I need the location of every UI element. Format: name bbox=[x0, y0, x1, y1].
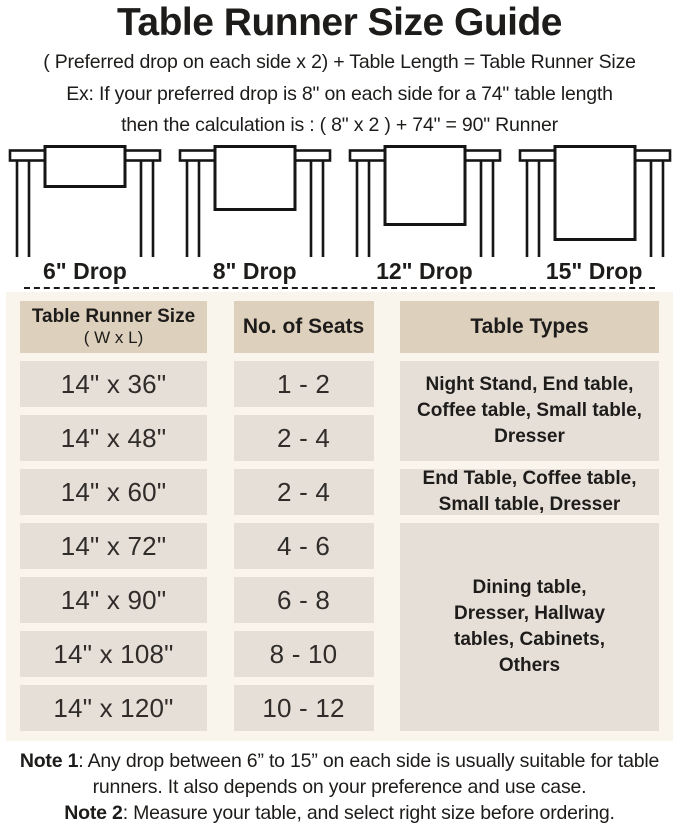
table-types-group-1 bbox=[400, 361, 659, 461]
dashed-divider bbox=[24, 287, 655, 289]
size-cell: 14" x 36" bbox=[20, 361, 207, 407]
seats-cell: 6 - 8 bbox=[234, 577, 374, 623]
page-title: Table Runner Size Guide bbox=[116, 1, 563, 44]
note-1-text: : Any drop between 6” to 15” on each side is usually suitable for table runners. It also depends on your preference and use case. bbox=[78, 750, 660, 798]
table-runner-size-guide bbox=[0, 3, 679, 829]
notes-section bbox=[6, 749, 674, 827]
size-table bbox=[6, 292, 673, 741]
note-2-text: : Measure your table, and select right size before ordering. bbox=[122, 801, 615, 824]
size-cell: 14" x 72" bbox=[20, 523, 207, 569]
illustration-15-drop bbox=[510, 145, 679, 257]
seats-cell: 2 - 4 bbox=[234, 469, 374, 515]
header-runner-size-title: Table Runner Size bbox=[31, 306, 196, 328]
size-cell: 14" x 90" bbox=[20, 577, 207, 623]
size-cell: 14" x 48" bbox=[20, 415, 207, 461]
drop-label-12: 12" Drop bbox=[376, 257, 473, 284]
example-line-2: then the calculation is : ( 8" x 2 ) + 74" = 90" Runner bbox=[121, 114, 558, 136]
drop-labels-row bbox=[0, 257, 679, 285]
illustration-8-drop bbox=[170, 145, 340, 257]
header-runner-size bbox=[20, 301, 207, 353]
header-runner-size-sub: ( W x L) bbox=[83, 328, 144, 348]
size-cell: 14" x 108" bbox=[20, 631, 207, 677]
formula-text: ( Preferred drop on each side x 2) + Table Length = Table Runner Size bbox=[43, 51, 636, 73]
note-2 bbox=[6, 801, 674, 827]
table-types-group-2-text: End Table, Coffee table, Small table, Dresser bbox=[422, 467, 637, 515]
seats-cell: 1 - 2 bbox=[234, 361, 374, 407]
table-runner-8-drop-icon bbox=[170, 145, 340, 257]
table-runner-12-drop-icon bbox=[340, 145, 510, 257]
table-types-group-1-text: Night Stand, End table, Coffee table, Small table, Dresser bbox=[417, 373, 642, 448]
header-no-of-seats-label: No. of Seats bbox=[242, 315, 365, 338]
header-table-types bbox=[400, 301, 659, 353]
drop-label-15: 15" Drop bbox=[545, 257, 643, 284]
header-table-types-label: Table Types bbox=[470, 315, 589, 338]
illustration-12-drop bbox=[340, 145, 510, 257]
seats-cell: 8 - 10 bbox=[234, 631, 374, 677]
drop-label-6: 6" Drop bbox=[43, 257, 127, 284]
size-cell: 14" x 120" bbox=[20, 685, 207, 731]
seats-cell: 10 - 12 bbox=[234, 685, 374, 731]
note-1 bbox=[6, 749, 674, 801]
note-2-label: Note 2 bbox=[64, 801, 123, 824]
size-cell: 14" x 60" bbox=[20, 469, 207, 515]
seats-cell: 4 - 6 bbox=[234, 523, 374, 569]
illustration-6-drop bbox=[0, 145, 170, 257]
header-no-of-seats bbox=[234, 301, 374, 353]
seats-cell: 2 - 4 bbox=[234, 415, 374, 461]
table-types-group-3 bbox=[400, 523, 659, 731]
table-runner-6-drop-icon bbox=[0, 145, 170, 257]
table-types-group-3-text: Dining table, Dresser, Hallway tables, Cabinets, Others bbox=[453, 576, 606, 677]
example-line-1: Ex: If your preferred drop is 8" on each side for a 74" table length bbox=[66, 83, 613, 105]
table-types-group-2 bbox=[400, 469, 659, 515]
note-1-label: Note 1 bbox=[19, 750, 79, 772]
drop-illustrations bbox=[0, 145, 679, 257]
drop-label-8: 8" Drop bbox=[212, 257, 297, 284]
table-runner-15-drop-icon bbox=[510, 145, 679, 257]
